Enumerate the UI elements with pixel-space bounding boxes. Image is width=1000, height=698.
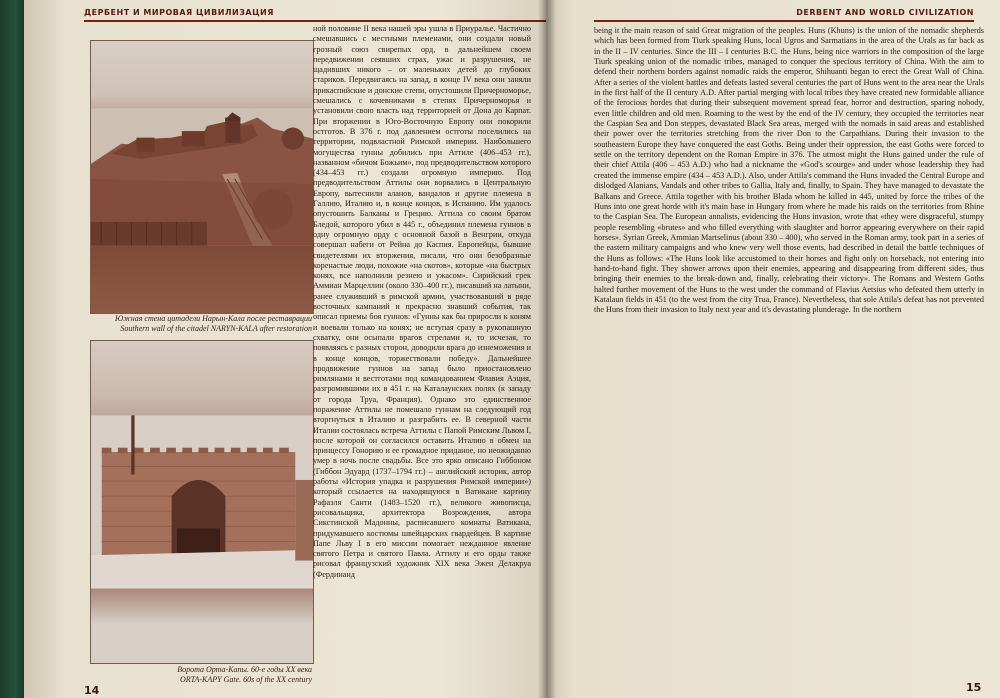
right-page-header: DERBENT AND WORLD CIVILIZATION [594,8,974,22]
right-page-number: 15 [966,681,982,694]
photo1-caption-en: Southern wall of the citadel NARYN-KALA after restoration [120,324,312,333]
photo2-caption [90,665,312,685]
book-spine [0,0,26,698]
book-gutter [538,0,556,698]
right-page [546,0,1000,698]
photo1-caption [90,314,312,334]
photo-naryn-kala-wall [90,40,314,314]
left-page-number: 14 [84,684,100,697]
russian-text-visible: ной половине II века нашей эры ушла в Приуралье. Частично смешавшись с местными племенами, они создали новый грозный союз свирепых орд, в дальнейшем своем передвижении сеявших страх, ужас и разрушения, не щадивших никого – от маленьких детей до глубоких стариков. Передвигаясь на запад, в конце IV века они заняли прикаспийские и донские степи, опустошили Причерноморье, смешались с кочевниками в степях Причерноморья и установили свою власть над территорией от Дона до Карпат. При вторжении в Юго-Восточную Европу они покорили остготов. В 376 г. под давлением остготы поселились на территории, подвластной Римской империи. Наибольшего могущества гунны добились при Аттиле (406–453 гг.), названном «бичом Божьим», под предводительством которого (434–453 гг.) создали огромную империю. Под предводительством Аттилы они ворвались в Центральную Европу, вытеснили аланов, вандалов и другие племена в Галлию, Италию и, в конце концов, в Испанию. Им удалось опустошить Балканы и Грецию. Аттила со своим братом Бледой, которого убил в 445 г., объединил племена гуннов в одну огромную орду с основной базой в Венгрии, откуда совершал набеги от Рейна до Каспия. Европейцы, бывшие свидетелями их вторжения, писали, что они безобразные коренастые люди, похожие «на скотов», которые «на быстрых конях, все наполнили резнею и ужасом». Сирийский грек Аммиан Марцеллин (около 330–400 гг.), писавший на латыни, ранее служивший в римской армии, участвовавший в ряде восточных кампаний и прекрасно знавший события, так описал приемы боя гуннов: «Гунны как бы приросли к коням и воевали только на конях; не вступая сразу в рукопашную схватку, они осыпали врагов стрелами и, то исчезая, то появляясь с разных сторон, доводили врага до изнеможения и в конце концов, торжествовали победу». Дальнейшее продвижение гуннов на запад было приостановлено римлянами и вестготами под командованием Флавия Аэция, разгромившими их в 451 г. на Каталаунских полях (к западу от города Труа, Франция). Однако это единственное поражение Аттилы не помешало гуннам на следующий год вторгнуться в Италию и разграбить ее. В северной части Италии состоялась встреча Аттилы с Папой Римским Львом I, после которой он согласился оставить Италию в обмен на принцессу Гонорию и ее громадное приданое, но неожиданно умер в ночь после свадьбы. Все это ярко описано Гиббоном (Гиббон Эдуард (1737–1794 гг.) – английский историк, автор работы «История упадка и разрушения Римской империи») который ссылается на находящуюся в Ватикане картину Рафаэля Санти (1483–1520 гг.), великого живописца, рисовальщика, архитектора Возрождения, автора Сикстинской Мадонны, расписавшего комнаты Ватикана, придумавшего костюмы швейцарских гвардейцев. В картине Папе Льву I в его миссии помогает нежданное явление святого Петра и святого Павла. Аттилу и его орды также рисовал французский художник XIX века Эжен Делакруа (Фердинанд [313,24,531,579]
photo2-caption-en: ORTA-KAPY Gate. 60s of the XX century [179,675,312,684]
photo2-caption-ru: Ворота Орта-Капы. 60-е годы XX века [177,665,312,674]
photo1-caption-ru: Южная стена цитадели Нарын-Кала после реставрации [114,314,312,323]
photo-orta-kapy-gate [90,340,314,664]
left-page-header: ДЕРБЕНТ И МИРОВАЯ ЦИВИЛИЗАЦИЯ [84,8,546,22]
english-text-column: being it the main reason of said Great migration of the peoples. Huns (Khuns) is the union of the nomadic shepherds which has been formed from Tiurk speaking Huns, local Ugros and Sarmatians in the area of the Urals as far back as in the II – IV centuries. Since the III – I centuries B.C. the Huns, being nice warriors in the composition of the large Tiurk speaking union of the nomadic tribes, managed to conquer the specious territory of China. With the aim to defend their northern borders against nomadic raids the emperor, Shihuanti began to erect the Great Wall of China. After a series of the violent battles and defeats lasted several centuries the part of Huns went to the area near the Urals in the first half of the II century A.D. After partial merging with local tribes they have created new formidable alliance of the ferocious hordes that during their subsequent movement spread fear, horror and destruction, sparing nobody, even little children and old men. Roaming to the west by the end of the IV century, they occupied the territories near the Caspian Sea and Don steppes, devastated Black Sea areas, merged with the nomads in said areas and established their power over the territories stretching from the river Don to the Carpathians. During their invasion to the southeastern Europe they have conquered the east Goths. Being under their oppression, the east Goths were forced to settle on the territory dependent on the Roman Empire in 376. The utmost might the Huns gained under the rule of their chief Attila (406 – 453 A.D.) who had a nickname the «God's scourge» and under whose leadership they had created the immense empire (434 – 453 A.D.). Also, under Attila's command the Huns invaded the Central Europe and dislodged Alanians, Vandals and other tribes to Gallia, Italy and, finally, to Spain. They have managed to devastate the Balkans and Greece. Attila together with his brother Blada whom he killed in 445, united by force the tribes of the Huns into one great horde with it's main base in Hungary from where he made his raids on the territories from Rhine to the Caspian Sea. The European annalists, evidencing the Huns invasion, wrote that «they were disgraceful, stumpy people resembling «brutes» and who filled everything with slaughter and horror appearing everywhere on their rapid horses». Syrian Greek, Ammian Martselinus (about 330 – 400), who served in the Roman army, took part in a series of the eastern military campaigns and who knew very well those events, had described in detail the battle techniques of the Huns as follows: «The Huns look like accustomed to their horses and fight only on horseback, not entering into hand-to-hand fight. They shower arrows upon their enemies, appearing and disappearing from different sides, thus bringing their enemies to the break-down and, finally, celebrating their victory». The Romans and Western Goths halted further movement of the Huns to the west under the command of Flavius Aetsius who defeated them utterly in Katalaun fields in 451 (to the west from the city Trua, France). Nevertheless, that sole Attila's defeat has not prevented the Huns from their invasion to Italy next year and it's devastating plunderage. In the northern [594,26,984,315]
